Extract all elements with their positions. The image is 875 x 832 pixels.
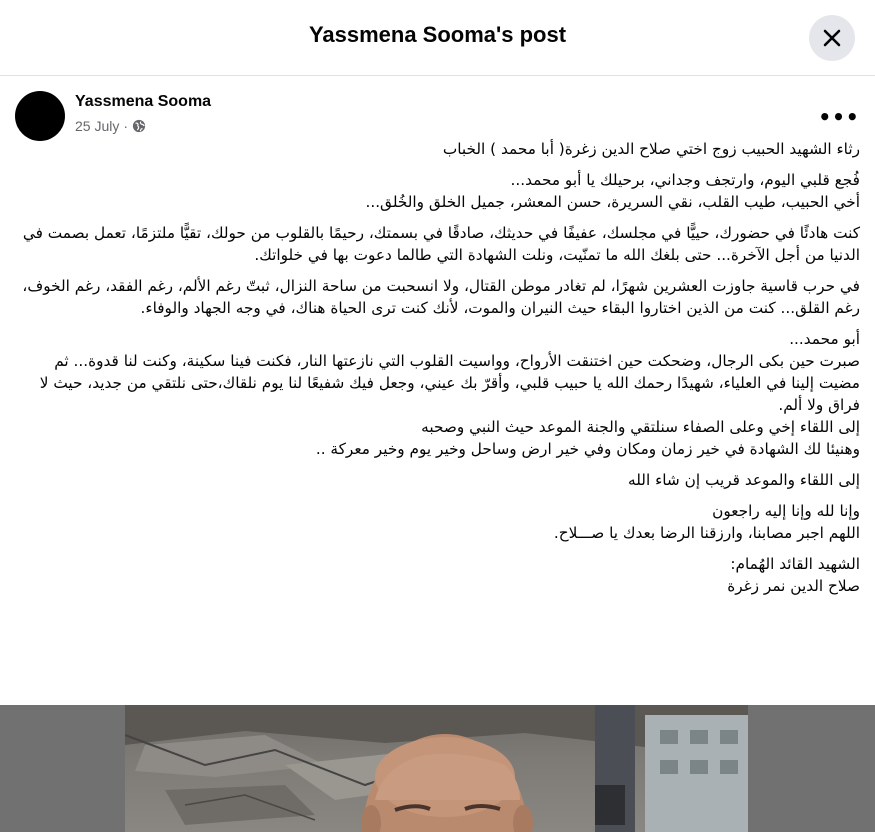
close-button[interactable] <box>809 15 855 61</box>
meta-separator: · <box>123 118 129 134</box>
post-paragraph <box>18 169 860 213</box>
post-paragraph-text: وإنا لله وإنا إليه راجعون اللهم اجبر مصابنا، وارزقنا الرضا بعدك يا صـــلاح. <box>553 502 860 542</box>
post-meta <box>75 118 146 134</box>
post-paragraph <box>18 500 860 544</box>
more-options-button[interactable] <box>818 100 860 134</box>
post-header <box>0 76 875 140</box>
post-paragraph: كنت هادئًا في حضورك، حييًّا في مجلسك، عفيفًا في حديثك، صادقًا في بسمتك، رحيمًا بالقلوب من حولك، تقيًّا ملتزمًا، تعمل بصمت في الدنيا من أجل الآخرة... حتى بلغك الله ما تمنّيت، ونلت الشهادة التي طالما دعوت بها في خلواتك. <box>22 224 860 264</box>
post-paragraph: في حرب قاسية جاوزت العشرين شهرًا، لم تغادر موطن القتال، ولا انسحبت من ساحة النزال، ثبتّ رغم الألم، رغم الفقد، رغم الخوف، رغم القلق... كنت من الذين اختاروا البقاء حيث النيران والموت، لأنك كنت ترى الحياة هناك، في وجه الجهاد والوفاء. <box>22 277 860 317</box>
avatar[interactable] <box>15 91 65 141</box>
close-icon <box>822 28 842 48</box>
post-paragraph: إلى اللقاء والموعد قريب إن شاء الله <box>628 471 860 489</box>
post-text <box>18 138 860 597</box>
post-paragraph-text: الشهيد القائد الهُمام: صلاح الدين نمر زغرة <box>727 555 860 595</box>
post-paragraph-text: فُجع قلبي اليوم، وارتجف وجداني، برحيلك يا أبو محمد... أخي الحبيب، طيب القلب، نقي السريرة، حسن المعشر، جميل الخلق والخُلق... <box>365 171 860 211</box>
globe-icon[interactable] <box>132 119 146 133</box>
post-paragraph: رثاء الشهيد الحبيب زوج اختي صلاح الدين زغرة( أبا محمد ) الخباب <box>442 140 860 158</box>
dialog-header <box>0 0 875 76</box>
post-photo-container[interactable] <box>0 705 875 832</box>
post-paragraph <box>18 328 860 460</box>
post-paragraph-text: أبو محمد... صبرت حين بكى الرجال، وضحكت حين اختنقت الأرواح، وواسيت القلوب التي نازعتها النار، فكنت فينا سكينة، وكنت لنا قدوة... ثم مضيت إلينا في العلياء، شهيدًا رحمك الله يا حبيب قلبي، وأقرّ بك عيني، وجعل فيك شفيعًا لنا يوم نلقاك،حتى نلتقي من جديد، حيث لا فراق ولا ألم. إلى اللقاء إخي وعلى الصفاء سنلتقي والجنة الموعد حيث النبي وصحبه وهنيئا لك الشهادة في خير زمان ومكان وفي خير ارض وساحل وخير يوم وخير معركة .. <box>39 330 860 458</box>
post-paragraph <box>18 553 860 597</box>
post-date[interactable]: 25 July <box>75 118 120 134</box>
dialog-title: Yassmena Sooma's post <box>308 22 567 47</box>
photo-scene <box>125 705 748 832</box>
more-dots-icon: ••• <box>818 105 860 129</box>
post-photo[interactable] <box>125 705 748 832</box>
author-name[interactable]: Yassmena Sooma <box>75 93 212 110</box>
